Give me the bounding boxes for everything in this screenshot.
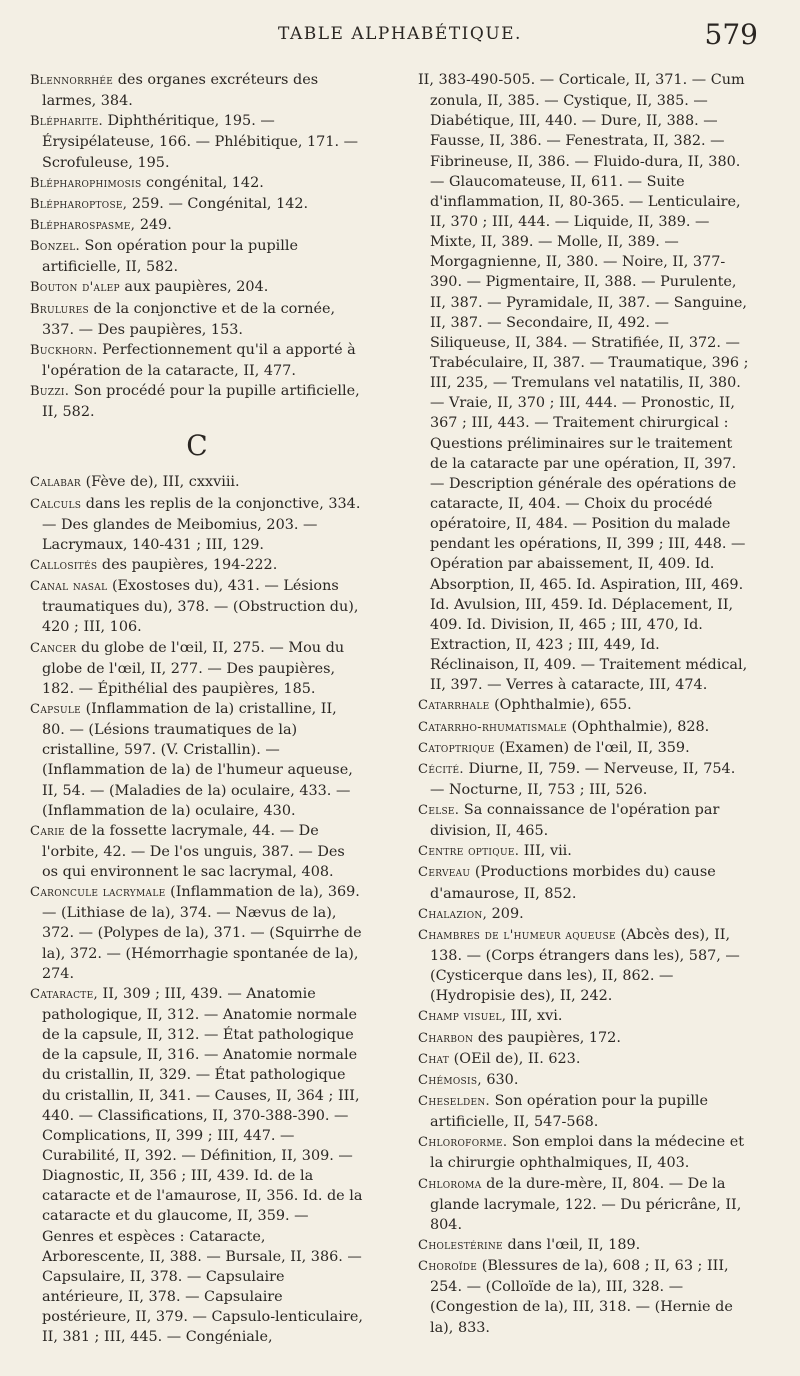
entry-text: (Examen) de l'œil, II, 359. xyxy=(499,739,690,756)
entry-term: Cécité. xyxy=(418,761,464,777)
index-entry xyxy=(30,699,364,821)
index-entry xyxy=(418,841,752,862)
index-entry xyxy=(418,1091,752,1132)
index-entry xyxy=(30,299,364,340)
index-entry xyxy=(418,925,752,1007)
entry-text: II, 383-490-505. — Corticale, II, 371. — Cum zonula, II, 385. — Cystique, II, 385. — Diabétique, III, 440. — Dure, II, 388. — Fausse, II, 386. — Fenestrata, II, 382. — Fibrineuse, II, 386. — Fluido-dura, II, 380. — Glaucomateuse, II, 611. — Suite d'inflammation, II, 80-365. — Lenticulaire, II, 370 ; III, 444. — Liquide, II, 389. — Mixte, II, 389. — Molle, II, 389. — Morgagnienne, II, 380. — Noire, II, 377-390. — Pigmentaire, II, 388. — Purulente, II, 387. — Pyramidale, II, 387. — Sanguine, II, 387. — Secondaire, II, 492. — Siliqueuse, II, 384. — Stratifiée, II, 372. — Trabéculaire, II, 387. — Traumatique, 396 ; III, 235, — Tremulans vel natatilis, II, 380. — Vraie, II, 370 ; III, 444. — Pronostic, II, 367 ; III, 443. — Traitement chirurgical : Questions préliminaires sur le traitement de la cataracte par une opération, II, 397. — Description générale des opérations de cataracte, II, 404. — Choix du procédé opératoire, II, 484. — Position du malade pendant les opérations, II, 399 ; III, 448. — Opération par abaissement, II, 409. Id. Absorption, II, 465. Id. Aspiration, III, 469. Id. Avulsion, III, 459. Id. Déplacement, II, 409. Id. Division, II, 465 ; III, 470, Id. Extraction, II, 423 ; III, 449, Id. Réclinaison, II, 409. — Traitement médical, II, 397. — Verres à cataracte, III, 474. xyxy=(418,72,749,694)
entry-term: Chalazion, xyxy=(418,906,488,922)
entry-term: Chambres de l'humeur aqueuse xyxy=(418,927,616,943)
index-entry xyxy=(418,1132,752,1173)
index-entry xyxy=(418,800,752,841)
entry-term: Catoptrique xyxy=(418,740,495,756)
entry-text: des paupières, 172. xyxy=(477,1029,621,1046)
entry-text: Son opération pour la pupille artificielle, II, 582. xyxy=(42,238,298,276)
entry-term: Canal nasal xyxy=(30,579,108,595)
entry-text: dans les replis de la conjonctive, 334. — Des glandes de Meibomius, 203. — Lacrymaux, 140-431 ; III, 129. xyxy=(42,495,361,553)
entry-term: Blépharospasme, xyxy=(30,217,136,233)
entry-text: (Exostoses du), 431. — Lésions traumatiques du), 378. — (Obstruction du), 420 ; III, 106. xyxy=(42,578,359,636)
entry-term: Blépharoptose, xyxy=(30,196,128,212)
entry-text: (OEil de), II. 623. xyxy=(453,1050,581,1067)
entry-text: (Ophthalmie), 828. xyxy=(571,718,710,735)
entry-term: Cancer xyxy=(30,640,77,656)
entry-text: Son opération pour la pupille artificielle, II, 547-568. xyxy=(430,1093,709,1131)
entry-text: de la fossette lacrymale, 44. — De l'orbite, 42. — De l'os unguis, 387. — Des os qui environnent le sac lacrymal, 408. xyxy=(42,822,345,881)
index-entry xyxy=(418,862,752,903)
index-entry xyxy=(30,215,364,236)
index-entry xyxy=(418,717,752,738)
entry-text: congénital, 142. xyxy=(146,174,264,191)
section-letter-c: C xyxy=(186,429,208,463)
index-entry xyxy=(30,277,364,298)
entry-text: (Productions morbides du) cause d'amaurose, II, 852. xyxy=(430,864,716,902)
entry-text: II, 309 ; III, 439. — Anatomie pathologique, II, 312. — Anatomie normale de la capsule, II, 312. — État pathologique de la capsule, II, 316. — Anatomie normale du cristallin, II, 329. — État pathologique du cristallin, II, 341. — Causes, II, 364 ; III, 440. — Classifications, II, 370-388-390. — Complications, II, 399 ; III, 447. — Curabilité, II, 392. — Définition, II, 309. — Diagnostic, II, 356 ; III, 439. Id. de la cataracte et de l'amaurose, II, 356. Id. de la cataracte et du glaucome, II, 359. — Genres et espèces : Cataracte, Arborescente, II, 388. — Bursale, II, 386. — Capsulaire, II, 378. — Capsulaire antérieure, II, 378. — Capsulaire postérieure, II, 379. — Capsulo-lenticulaire, II, 381 ; III, 445. — Congéniale, xyxy=(42,985,363,1346)
entry-term: Cataracte, xyxy=(30,986,98,1002)
entry-text: de la conjonctive et de la cornée, 337. — Des paupières, 153. xyxy=(42,300,336,338)
entry-term: Caroncule lacrymale xyxy=(30,885,166,901)
entry-term: Centre optique. xyxy=(418,844,520,860)
entry-term: Calculs xyxy=(30,496,82,512)
entry-term: Calabar xyxy=(30,475,81,491)
index-entry xyxy=(30,173,364,194)
page-number: 579 xyxy=(704,18,758,51)
entry-term: Bouton d'alep xyxy=(30,280,120,296)
left-column xyxy=(30,70,364,1347)
entry-text: Diurne, II, 759. — Nerveuse, II, 754. — Nocturne, II, 753 ; III, 526. xyxy=(430,760,736,798)
index-entry xyxy=(30,821,364,882)
entry-term: Chloroforme. xyxy=(418,1135,508,1151)
entries-c-list xyxy=(30,472,364,1347)
entry-term: Cerveau xyxy=(418,865,471,881)
entry-term: Choroïde xyxy=(418,1259,478,1275)
entry-text: 630. xyxy=(486,1071,519,1088)
index-entry xyxy=(418,1174,752,1235)
index-entry xyxy=(418,1006,752,1027)
entry-term: Catarrhale xyxy=(418,698,490,714)
index-entry xyxy=(418,738,752,759)
entries-right-list xyxy=(418,70,752,1338)
entry-term: Buckhorn. xyxy=(30,342,98,358)
entry-term: Blépharophimosis xyxy=(30,175,142,191)
entry-term: Capsule xyxy=(30,701,81,717)
entry-text: (Blessures de la), 608 ; II, 63 ; III, 254. — (Colloïde de la), III, 328. — (Congestion de la), III, 318. — (Hernie de la), 833. xyxy=(430,1258,733,1336)
entry-term: Carie xyxy=(30,823,65,839)
entry-term: Chloroma xyxy=(418,1176,482,1192)
entry-term: Blennorrhée xyxy=(30,73,114,88)
entry-text: des paupières, 194-222. xyxy=(101,556,278,573)
index-entry xyxy=(30,236,364,277)
page-header xyxy=(30,20,770,60)
entry-text: Perfectionnement qu'il a apporté à l'opération de la cataracte, II, 477. xyxy=(42,341,356,379)
index-entry xyxy=(30,576,364,637)
entry-term: Cheselden. xyxy=(418,1094,490,1110)
entry-term: Charbon xyxy=(418,1030,474,1046)
entry-text: (Abcès des), II, 138. — (Corps étrangers dans les), 587, — (Cysticerque dans les), II, 862. — (Hydropisie des), II, 242. xyxy=(430,926,740,1005)
entry-text: 249. xyxy=(139,216,172,233)
entry-text: dans l'œil, II, 189. xyxy=(507,1237,641,1254)
index-entry xyxy=(418,1070,752,1091)
entry-text: Son procédé pour la pupille artificielle, II, 582. xyxy=(42,383,360,421)
entry-text: III, xvi. xyxy=(510,1008,563,1025)
index-entry xyxy=(30,638,364,699)
running-title: TABLE ALPHABÉTIQUE. xyxy=(278,24,522,44)
entry-text: (Ophthalmie), 655. xyxy=(494,697,632,714)
index-entry xyxy=(418,695,752,716)
index-entry xyxy=(418,70,752,695)
entry-term: Blépharite. xyxy=(30,114,103,130)
entry-text: Son emploi dans la médecine et la chirurgie ophthalmiques, II, 403. xyxy=(430,1134,745,1172)
index-entry xyxy=(30,70,364,111)
right-column xyxy=(418,70,752,1338)
entry-text: aux paupières, 204. xyxy=(124,279,269,296)
entry-term: Cholestérine xyxy=(418,1238,503,1254)
entry-term: Bonzel. xyxy=(30,239,80,255)
entry-text: du globe de l'œil, II, 275. — Mou du globe de l'œil, II, 277. — Des paupières, 182. — Épithélial des paupières, 185. xyxy=(42,639,345,697)
entry-text: Sa connaissance de l'opération par division, II, 465. xyxy=(430,802,720,840)
entry-text: 259. — Congénital, 142. xyxy=(131,195,309,212)
index-entry xyxy=(30,472,364,493)
index-entry xyxy=(30,194,364,215)
index-entry xyxy=(30,111,364,172)
index-entry xyxy=(30,555,364,576)
index-entry xyxy=(30,882,364,984)
index-entry xyxy=(418,759,752,800)
index-entry xyxy=(30,381,364,422)
entry-text: (Inflammation de la) cristalline, II, 80. — (Lésions traumatiques de la) cristalline, 597. (V. Cristallin). — (Inflammation de la) de l'humeur aqueuse, II, 54. — (Maladies de la) oculaire, 433. — (Inflammation de la) oculaire, 430. xyxy=(42,700,353,819)
index-entry xyxy=(418,1235,752,1256)
index-entry xyxy=(30,340,364,381)
entry-text: des organes excréteurs des larmes, 384. xyxy=(42,72,319,110)
entry-text: (Inflammation de la), 369. — (Lithiase de la), 374. — Nævus de la), 372. — (Polypes de la), 371. — (Squirrhe de la), 372. — (Hémorrhagie spontanée de la), 274. xyxy=(42,884,362,982)
index-entry xyxy=(30,984,364,1348)
entry-term: Chat xyxy=(418,1051,450,1067)
index-entry xyxy=(30,494,364,555)
entry-text: 209. xyxy=(491,905,524,922)
entry-term: Celse. xyxy=(418,803,460,819)
entry-term: Brulures xyxy=(30,301,89,317)
entry-term: Buzzi. xyxy=(30,384,70,400)
index-entry xyxy=(418,904,752,925)
entry-text: III, vii. xyxy=(523,843,572,860)
entry-text: Diphthéritique, 195. — Érysipélateuse, 166. — Phlébitique, 171. — Scrofuleuse, 195. xyxy=(42,113,359,171)
entry-term: Catarrho-rhumatismale xyxy=(418,719,567,735)
index-entry xyxy=(418,1049,752,1070)
entry-term: Chémosis, xyxy=(418,1072,482,1088)
entry-text: (Fève de), III, cxxviii. xyxy=(85,474,240,491)
entries-b-list xyxy=(30,70,364,422)
index-entry xyxy=(418,1028,752,1049)
index-entry xyxy=(418,1256,752,1338)
entry-text: de la dure-mère, II, 804. — De la glande lacrymale, 122. — Du péricrâne, II, 804. xyxy=(430,1175,742,1233)
entry-term: Callosités xyxy=(30,557,98,573)
entry-term: Champ visuel, xyxy=(418,1009,507,1025)
